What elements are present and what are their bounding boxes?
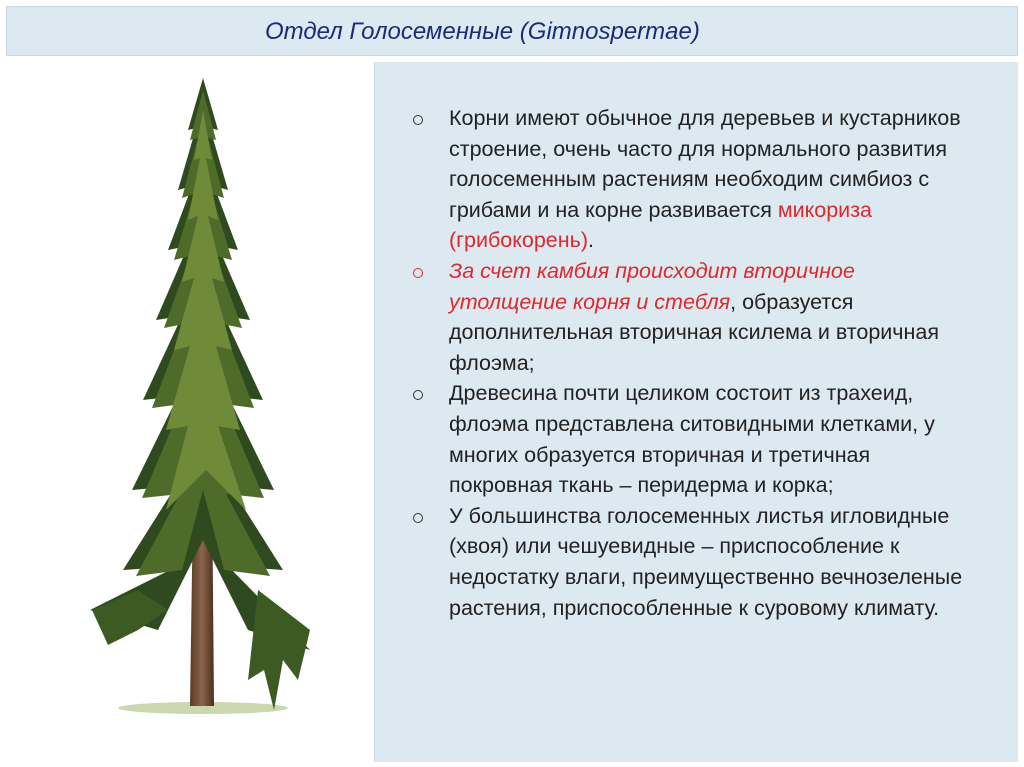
- list-item: [413, 256, 973, 378]
- list-item: [413, 501, 973, 623]
- text-panel: [374, 62, 1018, 762]
- title-bar: [6, 6, 1018, 56]
- item-highlight: микориза (грибокорень): [449, 197, 873, 253]
- item-text: , образуется дополнительная вторичная ксилема и вторичная флоэма;: [449, 289, 939, 375]
- item-text: Древесина почти целиком состоит из трахеид, флоэма представлена ситовидными клетками, у многих образуется вторичная и третичная покровная ткань – перидерма и корка;: [449, 381, 935, 498]
- circle-bullet-icon: [413, 268, 423, 278]
- circle-bullet-icon: [413, 390, 423, 400]
- circle-bullet-icon: [413, 115, 423, 125]
- page-title: Отдел Голосеменные (Gimnospermae): [265, 18, 700, 45]
- spruce-tree-icon: [78, 70, 328, 730]
- list-item: [413, 378, 973, 500]
- bullet-list: [413, 103, 973, 623]
- item-text-end: .: [588, 228, 594, 253]
- item-highlight: За счет камбия происходит вторичное утолщение корня и стебля: [449, 258, 855, 314]
- tree-illustration: [78, 70, 328, 730]
- item-text: Корни имеют обычное для деревьев и кустарников строение, очень часто для нормального развития голосеменным растениям необходим симбиоз с грибами и на корне развивается: [449, 106, 961, 222]
- list-item: [413, 103, 973, 256]
- circle-bullet-icon: [413, 513, 423, 523]
- item-text: У большинства голосеменных листья игловидные (хвоя) или чешуевидные – приспособление к недостатку влаги, преимущественно вечнозеленые растения, приспособленные к суровому климату.: [449, 503, 963, 620]
